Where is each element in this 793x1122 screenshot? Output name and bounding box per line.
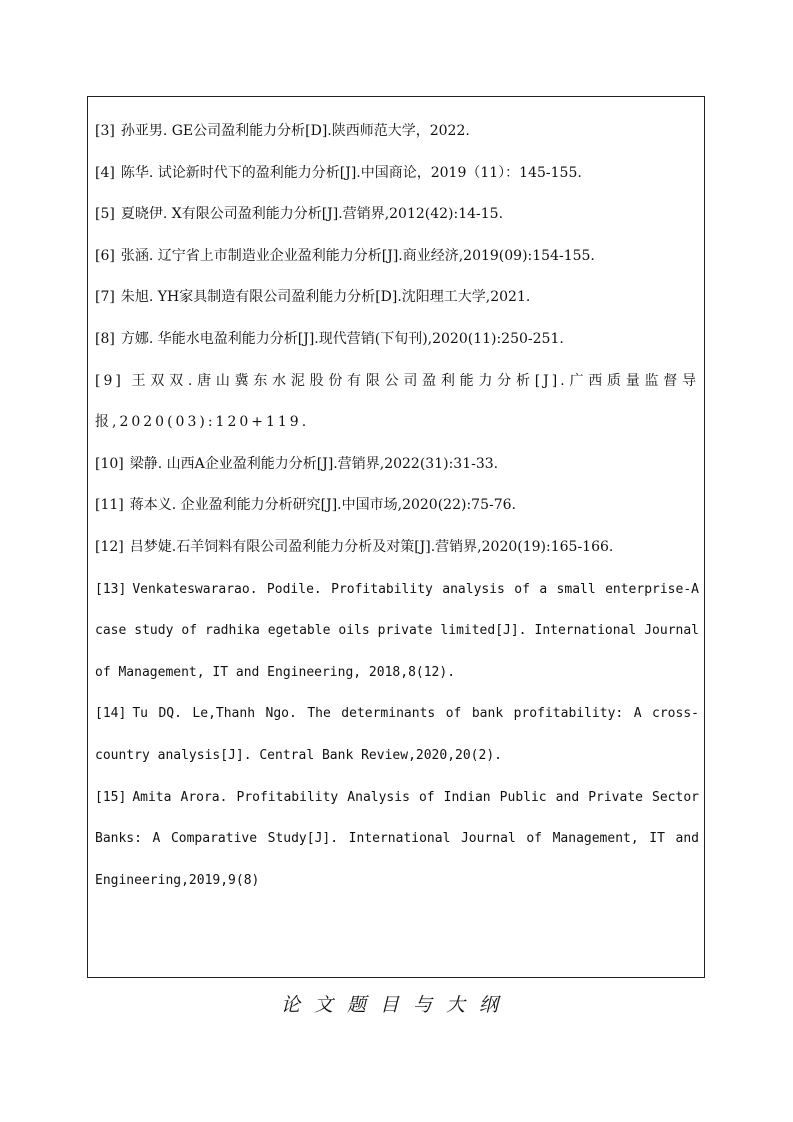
- reference-number: [8]: [95, 330, 115, 347]
- reference-number: [14]: [95, 706, 127, 722]
- reference-item: [95, 444, 699, 486]
- references-box: [87, 96, 705, 978]
- reference-text: Venkateswararao. Podile. Profitability analysis of a small enterprise-A case study of radhika egetable oils private limited[J]. International Journal of Management, IT and Engineering, 2018,8(12).: [95, 581, 699, 680]
- reference-item: [95, 569, 699, 694]
- reference-item: [95, 236, 699, 278]
- reference-text: Tu DQ. Le,Thanh Ngo. The determinants of bank profitability: A cross-country analysis[J]. Central Bank Review,2020,20(2).: [95, 706, 699, 763]
- reference-item: [95, 485, 699, 527]
- reference-number: [11]: [95, 497, 124, 514]
- reference-number: [15]: [95, 789, 127, 805]
- reference-number: [4]: [95, 164, 115, 181]
- reference-text: 张涵. 辽宁省上市制造业企业盈利能力分析[J].商业经济,2019(09):154-155.: [120, 247, 595, 264]
- reference-item: [95, 527, 699, 569]
- reference-item: [95, 319, 699, 361]
- reference-text: 夏晓伊. X有限公司盈利能力分析[J].营销界,2012(42):14-15.: [120, 206, 504, 223]
- reference-item: [95, 277, 699, 319]
- reference-text: Amita Arora. Profitability Analysis of Indian Public and Private Sector Banks: A Comparative Study[J]. International Journal of Management, IT and Engineering,2019,9(8): [95, 789, 699, 888]
- reference-item: [95, 693, 699, 776]
- reference-number: [9]: [95, 372, 124, 389]
- reference-number: [5]: [95, 206, 115, 223]
- reference-text: 吕梦婕.石羊饲料有限公司盈利能力分析及对策[J].营销界,2020(19):165-166.: [129, 538, 614, 555]
- reference-number: [3]: [95, 123, 115, 139]
- reference-number: [12]: [95, 538, 124, 555]
- reference-text: 蒋本义. 企业盈利能力分析研究[J].中国市场,2020(22):75-76.: [129, 497, 516, 514]
- reference-item: [95, 194, 699, 236]
- reference-number: [6]: [95, 247, 115, 264]
- reference-item: [95, 153, 699, 195]
- reference-number: [13]: [95, 581, 127, 597]
- reference-text: 陈华. 试论新时代下的盈利能力分析[J].中国商论，2019（11）：145-155.: [120, 164, 582, 181]
- reference-text: 孙亚男. GE公司盈利能力分析[D].陕西师范大学，2022.: [120, 123, 470, 139]
- reference-item: [95, 361, 699, 444]
- page-footer-title: 论文题目与大纲: [280, 994, 512, 1016]
- reference-text: 梁静. 山西A企业盈利能力分析[J].营销界,2022(31):31-33.: [129, 455, 499, 472]
- reference-list: [95, 111, 699, 901]
- reference-number: [10]: [95, 455, 124, 472]
- reference-text: 方娜. 华能水电盈利能力分析[J].现代营销(下旬刊),2020(11):250-251.: [120, 330, 564, 347]
- reference-text: 朱旭. YH家具制造有限公司盈利能力分析[D].沈阳理工大学,2021.: [120, 289, 531, 306]
- reference-item: [95, 111, 699, 153]
- reference-text: 王双双.唐山冀东水泥股份有限公司盈利能力分析[J].广西质量监督导报,2020(03):120+119.: [95, 372, 699, 431]
- reference-item: [95, 777, 699, 902]
- reference-number: [7]: [95, 289, 115, 306]
